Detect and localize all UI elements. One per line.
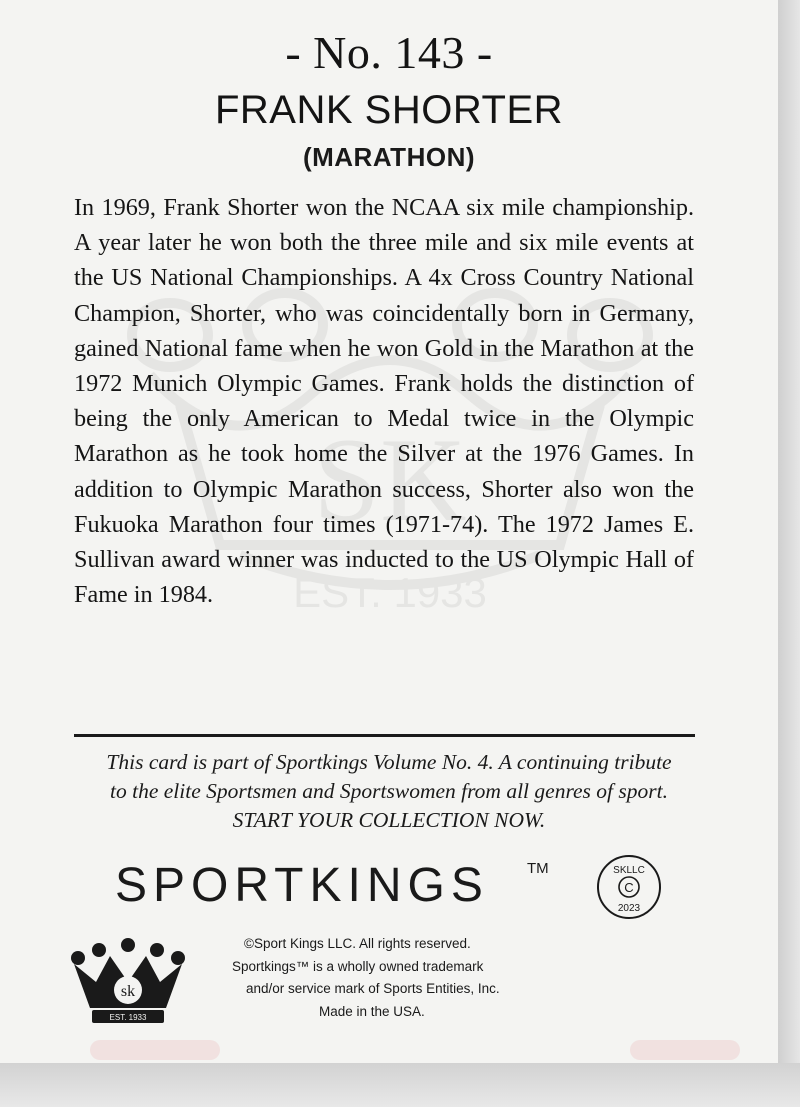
athlete-biography: In 1969, Frank Shorter won the NCAA six mile championship. A year later he won both the three mile and six mile events at the US National Championships. A 4x Cross Country National Champion, Shorter, who was coincidentally born in Germany, gained National fame when he won Gold in the Marathon at the 1972 Munich Olympic Games. Frank holds the distinction of being the only American to Medal twice in the Olympic Marathon as he took home the Silver at the 1976 Games. In addition to Olympic Marathon success, Shorter also won the Fukuoka Marathon four times (1971-74). The 1972 James E. Sullivan award winner was inducted to the US Olympic Hall of Fame in 1984. [74,194,694,609]
copyright-seal-icon [595,853,663,921]
legal-line-service-mark: and/or service mark of Sports Entities, Inc. [246,981,500,996]
crown-monogram: sk [120,983,136,1000]
series-tribute-note [30,748,748,835]
trademark-symbol: TM [527,860,549,877]
athlete-name: FRANK SHORTER [214,88,564,132]
seal-top-text: SKLLC [613,865,645,876]
legal-line-origin: Made in the USA. [319,1003,425,1019]
athlete-sport: (MARATHON) [302,142,476,172]
watermark-monogram: SK [313,413,467,546]
print-stain [630,1040,740,1060]
seal-bottom-text: 2023 [617,903,641,914]
legal-notice [232,933,552,1023]
legal-line-trademark: Sportkings™ is a wholly owned trademark [232,958,484,974]
tribute-line-1: This card is part of Sportkings Volume No. 4. A continuing tribute [106,750,672,774]
tribute-line-3: START YOUR COLLECTION NOW. [232,808,546,832]
scan-edge-bottom [0,1063,800,1107]
watermark-banner: EST. 1933 [293,569,487,616]
scan-edge-right [778,0,800,1107]
crown-banner: EST. 1933 [109,1013,147,1022]
sportkings-wordmark: SPORTKINGS [115,859,489,912]
tribute-line-2: to the elite Sportsmen and Sportswomen from all genres of sport. [110,779,668,803]
divider-rule [74,734,695,737]
sportkings-crown-logo [66,938,190,1030]
seal-center-text: C [624,880,634,895]
card-number: - No. 143 - [285,27,493,78]
legal-line-copyright: ©Sport Kings LLC. All rights reserved. [244,936,471,951]
print-stain [90,1040,220,1060]
